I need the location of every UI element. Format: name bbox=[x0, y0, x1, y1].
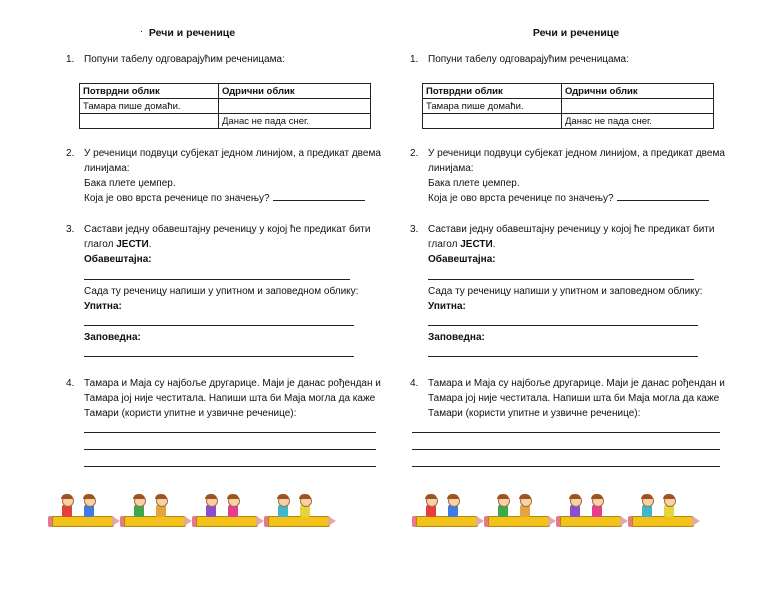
question-line: Тамара јој није честитала. Напиши шта би Маја могла да каже bbox=[428, 393, 720, 404]
children-on-pencil-icon bbox=[560, 494, 626, 532]
question-1 bbox=[66, 52, 285, 67]
decoration-strip bbox=[52, 494, 334, 532]
question-1 bbox=[410, 52, 629, 67]
header-affirmative: Потврдни облик bbox=[423, 84, 562, 99]
worksheet-right bbox=[384, 0, 768, 594]
answer-line[interactable] bbox=[412, 466, 720, 467]
answer-line[interactable] bbox=[84, 432, 376, 433]
example-sentence: Бака плете џемпер. bbox=[84, 178, 176, 189]
question-line-text: Која је ово врста реченице по значењу? bbox=[84, 193, 270, 204]
page-title: Речи и реченице bbox=[148, 27, 236, 39]
children-on-pencil-icon bbox=[632, 494, 698, 532]
question-3 bbox=[66, 222, 371, 267]
answer-line-declarative[interactable] bbox=[428, 279, 694, 280]
question-line bbox=[84, 191, 381, 206]
label-interrogative: Упитна: bbox=[428, 301, 466, 312]
answer-line[interactable] bbox=[617, 191, 709, 201]
children-on-pencil-icon bbox=[488, 494, 554, 532]
question-line: Сада ту реченицу напиши у упитном и заповедном облику: bbox=[428, 286, 703, 297]
page-title: Речи и реченице bbox=[532, 27, 620, 39]
label-imperative: Заповедна: bbox=[428, 332, 485, 343]
question-line: линијама: bbox=[84, 163, 130, 174]
answer-line-imperative[interactable] bbox=[428, 356, 698, 357]
question-line bbox=[428, 191, 725, 206]
label-imperative-wrap bbox=[428, 330, 485, 345]
header-negative: Одрични облик bbox=[219, 84, 371, 99]
question-line: Тамара и Маја су најбоље другарице. Маји је данас рођендан и bbox=[84, 378, 381, 389]
question-number: 4. bbox=[410, 378, 419, 389]
cell-affirmative-1[interactable]: Тамара пише домаћи. bbox=[423, 99, 562, 114]
question-line bbox=[84, 237, 370, 252]
cell-affirmative-2[interactable] bbox=[423, 114, 562, 129]
children-on-pencil-icon bbox=[124, 494, 190, 532]
answer-line[interactable] bbox=[84, 466, 376, 467]
question-line-text: . bbox=[492, 239, 496, 250]
sentence-table bbox=[422, 83, 714, 129]
question-line-text: глагол bbox=[84, 239, 117, 250]
cell-affirmative-2[interactable] bbox=[80, 114, 219, 129]
question-2 bbox=[410, 146, 725, 206]
sentence-table bbox=[79, 83, 371, 129]
cell-affirmative-1[interactable]: Тамара пише домаћи. bbox=[80, 99, 219, 114]
question-text: Попуни табелу одговарајућим реченицама: bbox=[428, 54, 629, 65]
cell-negative-2[interactable]: Данас не пада снег. bbox=[562, 114, 714, 129]
instruction-forms bbox=[84, 284, 358, 314]
answer-line[interactable] bbox=[273, 191, 365, 201]
question-line: Састави једну обавештајну реченицу у којој ће предикат бити bbox=[428, 224, 715, 235]
question-number: 3. bbox=[410, 224, 419, 235]
children-on-pencil-icon bbox=[52, 494, 118, 532]
question-line: Састави једну обавештајну реченицу у којој ће предикат бити bbox=[84, 224, 371, 235]
children-on-pencil-icon bbox=[268, 494, 334, 532]
label-declarative: Обавештајна: bbox=[84, 254, 152, 265]
question-line: Тамари (користи упитне и узвичне реченице): bbox=[84, 408, 297, 419]
question-4 bbox=[66, 376, 381, 421]
question-line: Тамари (користи упитне и узвичне реченице): bbox=[428, 408, 641, 419]
stray-dot: . bbox=[140, 24, 143, 35]
header-negative: Одрични облик bbox=[562, 84, 714, 99]
children-on-pencil-icon bbox=[196, 494, 262, 532]
label-declarative: Обавештајна: bbox=[428, 254, 496, 265]
question-line: линијама: bbox=[428, 163, 474, 174]
answer-line-declarative[interactable] bbox=[84, 279, 350, 280]
question-number: 1. bbox=[410, 54, 419, 65]
decoration-strip bbox=[416, 494, 698, 532]
example-sentence: Бака плете џемпер. bbox=[428, 178, 520, 189]
question-3 bbox=[410, 222, 715, 267]
question-number: 3. bbox=[66, 224, 75, 235]
question-line: Сада ту реченицу напиши у упитном и заповедном облику: bbox=[84, 286, 359, 297]
question-line bbox=[428, 237, 714, 252]
question-text: Попуни табелу одговарајућим реченицама: bbox=[84, 54, 285, 65]
answer-line[interactable] bbox=[412, 449, 720, 450]
question-number: 2. bbox=[410, 148, 419, 159]
instruction-forms bbox=[428, 284, 702, 314]
verb-highlight: ЈЕСТИ bbox=[460, 239, 493, 250]
question-number: 4. bbox=[66, 378, 75, 389]
answer-line[interactable] bbox=[84, 449, 376, 450]
question-line: Тамара и Маја су најбоље другарице. Маји је данас рођендан и bbox=[428, 378, 725, 389]
verb-highlight: ЈЕСТИ bbox=[116, 239, 149, 250]
question-number: 1. bbox=[66, 54, 75, 65]
cell-negative-2[interactable]: Данас не пада снег. bbox=[219, 114, 371, 129]
answer-line-imperative[interactable] bbox=[84, 356, 354, 357]
label-interrogative: Упитна: bbox=[84, 301, 122, 312]
cell-negative-1[interactable] bbox=[219, 99, 371, 114]
children-on-pencil-icon bbox=[416, 494, 482, 532]
question-line-text: . bbox=[148, 239, 152, 250]
header-affirmative: Потврдни облик bbox=[80, 84, 219, 99]
question-line: Тамара јој није честитала. Напиши шта би Маја могла да каже bbox=[84, 393, 376, 404]
answer-line[interactable] bbox=[412, 432, 720, 433]
label-imperative: Заповедна: bbox=[84, 332, 141, 343]
label-imperative-wrap bbox=[84, 330, 141, 345]
answer-line-interrogative[interactable] bbox=[84, 325, 354, 326]
question-line-text: Која је ово врста реченице по значењу? bbox=[428, 193, 614, 204]
answer-line-interrogative[interactable] bbox=[428, 325, 698, 326]
question-line: У реченици подвуци субјекат једном линијом, а предикат двема bbox=[428, 148, 725, 159]
question-line: У реченици подвуци субјекат једном линијом, а предикат двема bbox=[84, 148, 381, 159]
question-4 bbox=[410, 376, 725, 421]
question-2 bbox=[66, 146, 381, 206]
question-line-text: глагол bbox=[428, 239, 461, 250]
cell-negative-1[interactable] bbox=[562, 99, 714, 114]
question-number: 2. bbox=[66, 148, 75, 159]
